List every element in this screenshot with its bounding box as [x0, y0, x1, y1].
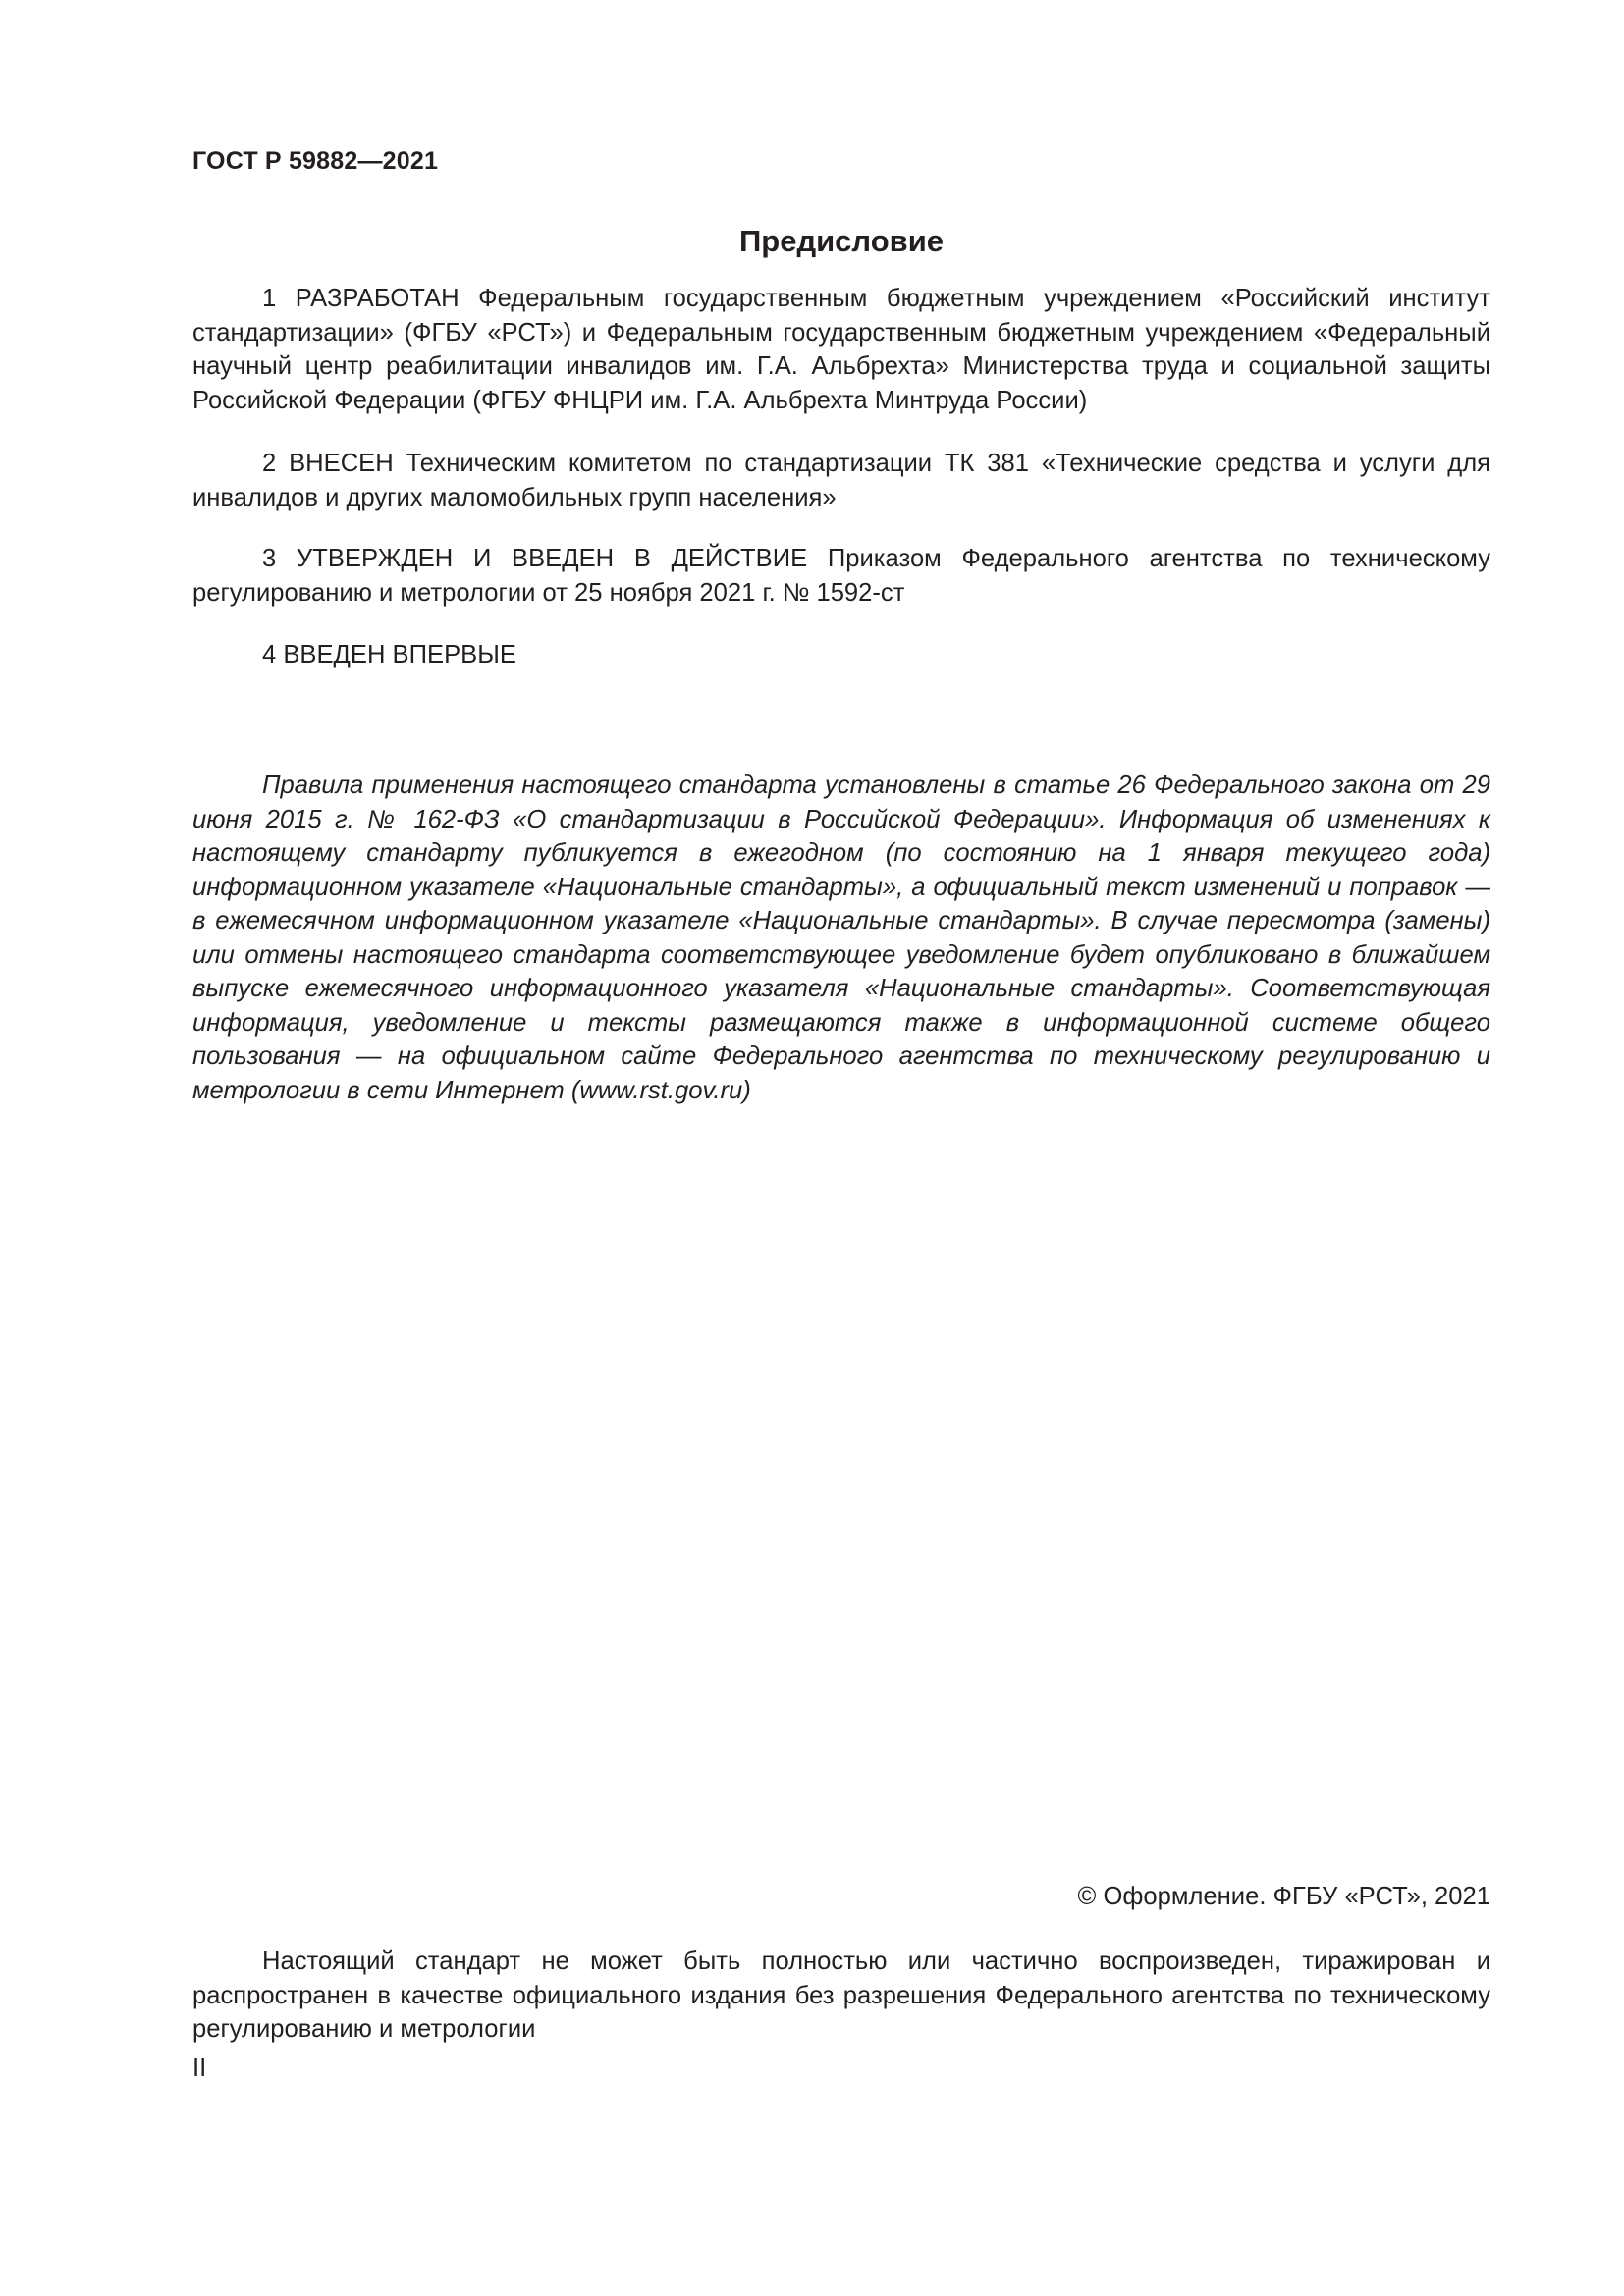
document-code: ГОСТ Р 59882—2021 [192, 147, 439, 175]
page-number: II [192, 2055, 207, 2082]
foreword-item-approved: 3 УТВЕРЖДЕН И ВВЕДЕН В ДЕЙСТВИЕ Приказом Федерального агентства по техническому регулированию и метрологии от 25 ноября 2021 г. № 1592-ст [192, 545, 1490, 607]
page-title: Предисловие [738, 224, 944, 258]
reproduction-disclaimer: Настоящий стандарт не может быть полностью или частично воспроизведен, тиражирован и распространен в качестве официального издания без разрешения Федерального агентства по техническому регулированию и метрологии [192, 1948, 1490, 2043]
foreword-item-first-introduced: 4 ВВЕДЕН ВПЕРВЫЕ [262, 641, 516, 668]
application-rules-notice: Правила применения настоящего стандарта установлены в статье 26 Федерального закона от 29 июня 2015 г. № 162-ФЗ «О стандартизации в Российской Федерации». Информация об изменениях к настоящему стандарту публикуется в ежегодном (по состоянию на 1 января текущего года) информационном указателе «Национальные стандарты», а официальный текст изменений и поправок — в ежемесячном информационном указателе «Национальные стандарты». В случае пересмотра (замены) или отмены настоящего стандарта соответствующее уведомление будет опубликовано в ближайшем выпуске ежемесячного информационного указателя «Национальные стандарты». Соответствующая информация, уведомление и тексты размещаются также в информационной системе общего пользования — на официальном сайте Федерального агентства по техническому регулированию и метрологии в сети Интернет (www.rst.gov.ru) [192, 772, 1490, 1104]
copyright-line: © Оформление. ФГБУ «РСТ», 2021 [1077, 1883, 1490, 1910]
foreword-item-introduced: 2 ВНЕСЕН Техническим комитетом по стандартизации ТК 381 «Технические средства и услуги для инвалидов и других маломобильных групп населения» [192, 450, 1490, 511]
foreword-item-developed: 1 РАЗРАБОТАН Федеральным государственным бюджетным учреждением «Российский институт стандартизации» (ФГБУ «РСТ») и Федеральным государственным бюджетным учреждением «Федеральный научный центр реабилитации инвалидов им. Г.А. Альбрехта» Министерства труда и социальной защиты Российской Федерации (ФГБУ ФНЦРИ им. Г.А. Альбрехта Минтруда России) [192, 285, 1490, 414]
